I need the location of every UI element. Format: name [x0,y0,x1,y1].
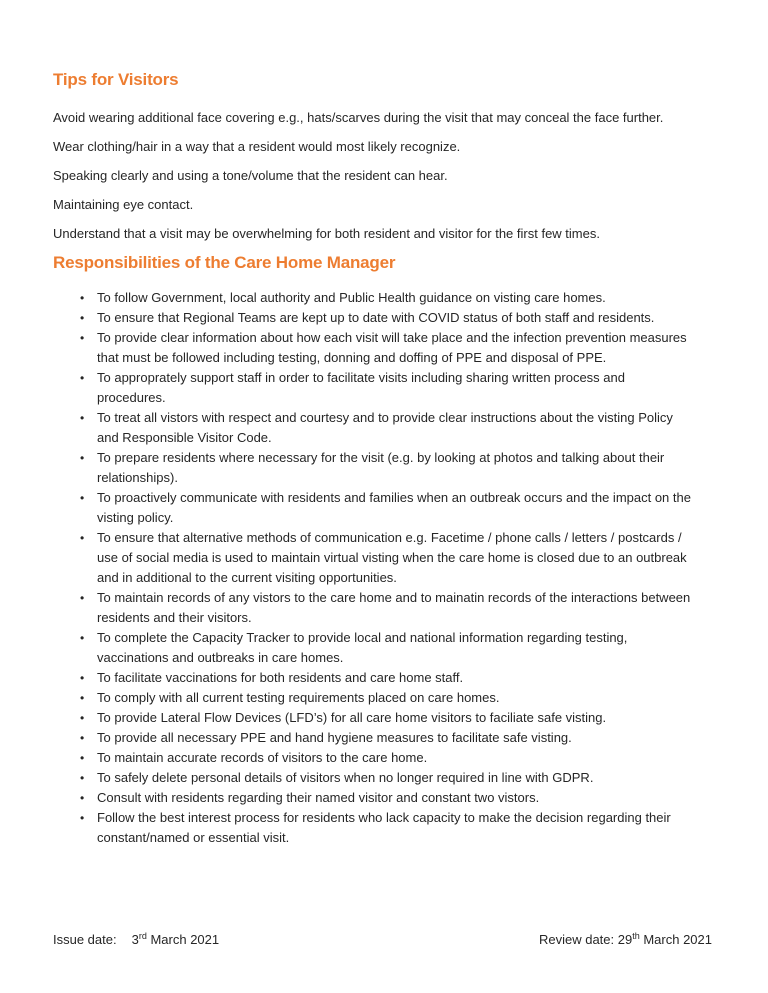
bullet-icon: • [80,311,85,325]
list-item [53,788,733,808]
list-item-text: To comply with all current testing requirements placed on care homes. [97,690,500,705]
list-item [53,688,733,708]
list-item [53,408,733,448]
list-item [53,628,733,668]
list-item [53,528,733,588]
bullet-icon: • [80,591,85,605]
bullet-icon: • [80,811,85,825]
tips-heading: Tips for Visitors [53,70,179,89]
bullet-icon: • [80,771,85,785]
issue-date [53,931,219,949]
list-item-text: To treat all vistors with respect and courtesy and to provide clear instructions about the visting Policy and Responsible Visitor Code. [97,410,673,445]
list-item [53,808,733,848]
review-date-label: Review date: [538,932,618,947]
tips-paragraph: Wear clothing/hair in a way that a resident would most likely recognize. [53,139,461,154]
list-item-text: To prepare residents where necessary for the visit (e.g. by looking at photos and talking about their relationships). [97,450,665,485]
bullet-icon: • [80,291,85,305]
list-item-text: To ensure that alternative methods of communication e.g. Facetime / phone calls / letters / postcards / use of social media is used to maintain virtual visting when the care home is closed due to an outbreak and in additional to the current visiting opportunities. [97,530,687,585]
list-item [53,728,733,748]
bullet-icon: • [80,411,85,425]
review-date [539,931,712,949]
issue-date-label: Issue date: [53,932,117,947]
bullet-icon: • [80,371,85,385]
list-item [53,368,733,408]
tips-paragraph: Maintaining eye contact. [53,197,194,212]
list-item [53,768,733,788]
list-item [53,448,733,488]
tips-paragraph: Avoid wearing additional face covering e.g., hats/scarves during the visit that may conceal the face further. [53,110,664,125]
review-date-rest: March 2021 [639,932,712,947]
issue-date-day: 3 [131,932,139,947]
tips-paragraph: Speaking clearly and using a tone/volume that the resident can hear. [53,168,448,183]
list-item [53,328,733,368]
tips-paragraph: Understand that a visit may be overwhelming for both resident and visitor for the first few times. [53,226,600,241]
list-item-text: To maintain records of any vistors to the care home and to mainatin records of the interactions between residents and their visitors. [97,590,691,625]
list-item-text: Follow the best interest process for residents who lack capacity to make the decision regarding their constant/named or essential visit. [97,810,671,845]
responsibilities-heading: Responsibilities of the Care Home Manager [53,253,396,272]
list-item [53,588,733,628]
list-item-text: To complete the Capacity Tracker to provide local and national information regarding testing, vaccinations and outbreaks in care homes. [97,630,628,665]
bullet-icon: • [80,531,85,545]
list-item-text: To provide clear information about how each visit will take place and the infection prevention measures that must be followed including testing, donning and doffing of PPE and disposal of PPE. [97,330,687,365]
list-item [53,288,733,308]
list-item [53,668,733,688]
list-item-text: To proactively communicate with residents and families when an outbreak occurs and the impact on the visting policy. [97,490,691,525]
bullet-icon: • [80,451,85,465]
list-item-text: To safely delete personal details of visitors when no longer required in line with GDPR. [97,770,594,785]
list-item [53,308,733,328]
responsibilities-list [53,288,733,848]
bullet-icon: • [80,791,85,805]
list-item-text: To provide all necessary PPE and hand hygiene measures to facilitate safe visting. [97,730,572,745]
list-item-text: To approprately support staff in order to facilitate visits including sharing written process and procedures. [97,370,625,405]
list-item-text: To ensure that Regional Teams are kept up to date with COVID status of both staff and residents. [97,310,655,325]
bullet-icon: • [80,751,85,765]
issue-date-rest: March 2021 [146,932,220,947]
bullet-icon: • [80,491,85,505]
tips-section [53,108,733,244]
list-item-text: To provide Lateral Flow Devices (LFD’s) for all care home visitors to faciliate safe visting. [97,710,607,725]
issue-date-ordinal: rd [138,931,147,941]
list-item-text: To follow Government, local authority and Public Health guidance on visting care homes. [97,290,606,305]
bullet-icon: • [80,691,85,705]
list-item-text: To facilitate vaccinations for both residents and care home staff. [97,670,464,685]
list-item-text: Consult with residents regarding their named visitor and constant two vistors. [97,790,540,805]
bullet-icon: • [80,331,85,345]
bullet-icon: • [80,631,85,645]
bullet-icon: • [80,711,85,725]
list-item [53,748,733,768]
list-item [53,708,733,728]
bullet-icon: • [80,671,85,685]
page-footer [53,931,712,949]
bullet-icon: • [80,731,85,745]
list-item [53,488,733,528]
review-date-ordinal: th [632,931,640,941]
review-date-day: 29 [617,932,633,947]
list-item-text: To maintain accurate records of visitors to the care home. [97,750,428,765]
